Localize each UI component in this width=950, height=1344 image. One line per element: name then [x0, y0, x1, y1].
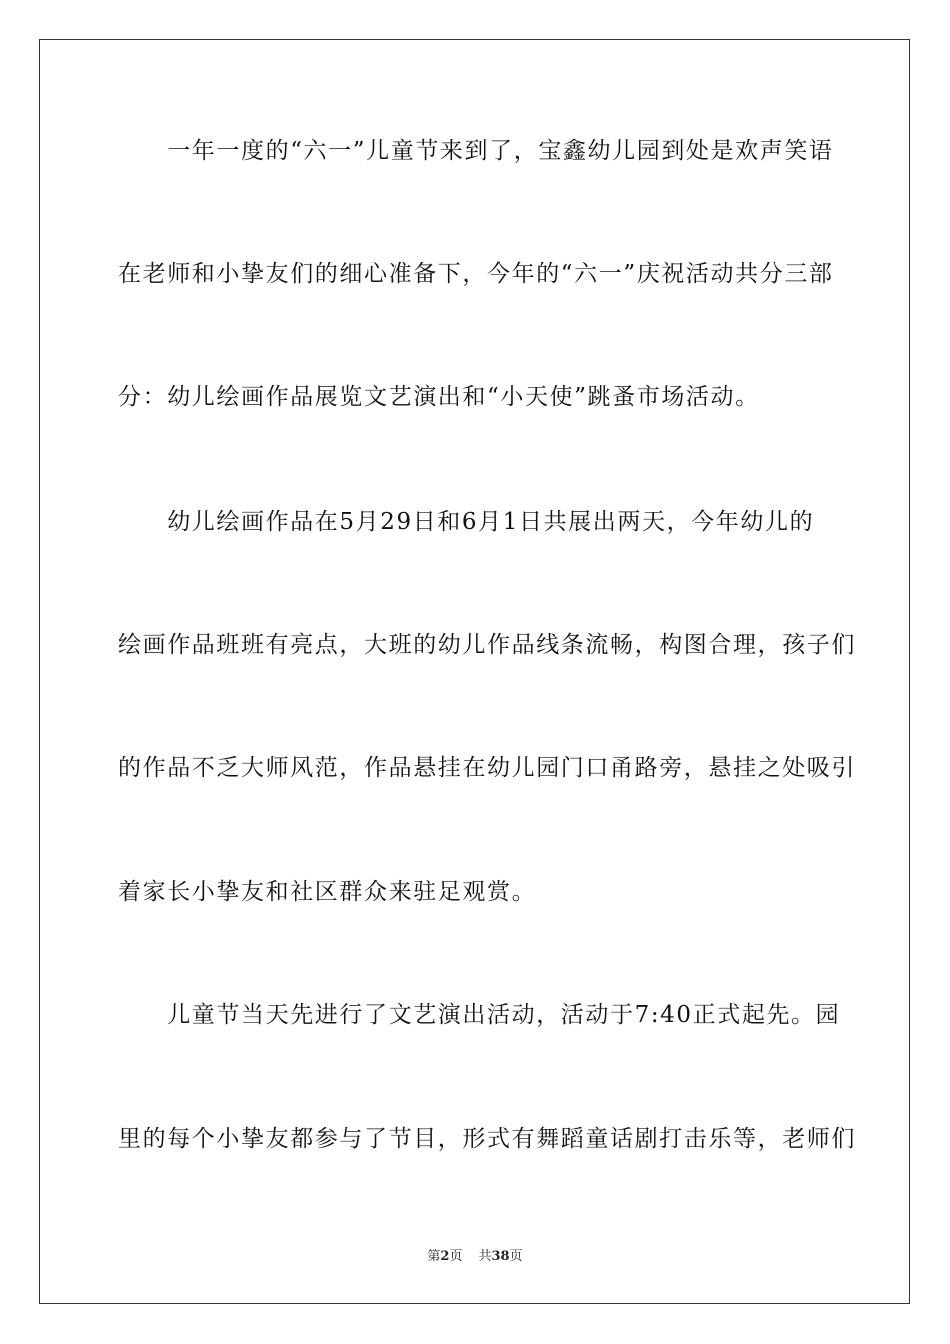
- total-prefix: 共: [478, 1249, 492, 1264]
- text-line: 幼儿绘画作品在5月29日和6月1日共展出两天，今年幼儿的: [118, 509, 815, 535]
- page-prefix: 第: [427, 1249, 441, 1264]
- text-line: 一年一度的“六一”儿童节来到了，宝鑫幼儿园到处是欢声笑语: [118, 138, 834, 164]
- page-footer: [0, 1245, 950, 1264]
- text-line: 分：幼儿绘画作品展览文艺演出和“小天使”跳蚤市场活动。: [118, 384, 760, 410]
- text-line: 着家长小挚友和社区群众来驻足观赏。: [118, 879, 537, 905]
- text-line: 绘画作品班班有亮点，大班的幼儿作品线条流畅，构图合理，孩子们: [118, 632, 856, 658]
- text-line: 儿童节当天先进行了文艺演出活动，活动于7:40正式起先。园: [118, 1002, 841, 1028]
- text-line: 在老师和小挚友们的细心准备下，今年的“六一”庆祝活动共分三部: [118, 261, 834, 287]
- total-pages: 38: [491, 1249, 510, 1264]
- page-border: [39, 39, 910, 1304]
- page-suffix: 页: [449, 1249, 463, 1264]
- total-suffix: 页: [509, 1249, 523, 1264]
- page-number: 2: [440, 1249, 450, 1264]
- text-line: 里的每个小挚友都参与了节目，形式有舞蹈童话剧打击乐等，老师们: [118, 1126, 856, 1152]
- text-line: 的作品不乏大师风范，作品悬挂在幼儿园门口甬路旁，悬挂之处吸引: [118, 755, 856, 781]
